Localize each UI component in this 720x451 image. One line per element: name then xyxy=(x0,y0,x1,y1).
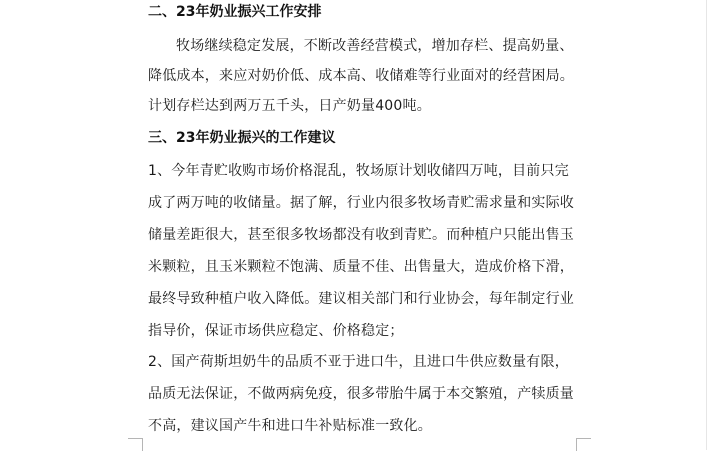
item-1-line-3: 储量差距很大，甚至很多牧场都没有收到青贮。而种植户只能出售玉 xyxy=(148,227,574,243)
item-1-line-6: 指导价，保证市场供应稳定、价格稳定； xyxy=(148,323,404,339)
page-corner-mark-left xyxy=(128,438,143,451)
item-1-line-1: 1、今年青贮收购市场价格混乱，牧场原计划收储四万吨，目前只完 xyxy=(148,163,569,179)
page-edge-line xyxy=(706,0,707,450)
item-1-line-5: 最终导致种植户收入降低。建议相关部门和行业协会，每年制定行业 xyxy=(148,291,574,307)
section-2-line-2: 降低成本，来应对奶价低、成本高、收储难等行业面对的经营困局。 xyxy=(148,68,574,84)
item-1-line-4: 米颗粒，且玉米颗粒不饱满、质量不佳、出售量大，造成价格下滑， xyxy=(148,259,574,275)
item-2-line-2: 品质无法保证，不做两病免疫，很多带胎牛属于本交繁殖，产犊质量 xyxy=(148,386,574,402)
section-2-line-1: 牧场继续稳定发展，不断改善经营模式，增加存栏、提高奶量、 xyxy=(176,38,574,54)
item-2-line-3: 不高，建议国产牛和进口牛补贴标准一致化。 xyxy=(148,418,432,434)
section-2-heading: 二、23年奶业振兴工作安排 xyxy=(148,4,322,20)
section-3-heading: 三、23年奶业振兴的工作建议 xyxy=(148,130,336,146)
section-2-line-3: 计划存栏达到两万五千头，日产奶量400吨。 xyxy=(148,98,431,114)
item-1-line-2: 成了两万吨的收储量。据了解，行业内很多牧场青贮需求量和实际收 xyxy=(148,195,574,211)
item-2-line-1: 2、国产荷斯坦奶牛的品质不亚于进口牛，且进口牛供应数量有限， xyxy=(148,354,569,370)
page-corner-mark-right xyxy=(576,438,591,451)
